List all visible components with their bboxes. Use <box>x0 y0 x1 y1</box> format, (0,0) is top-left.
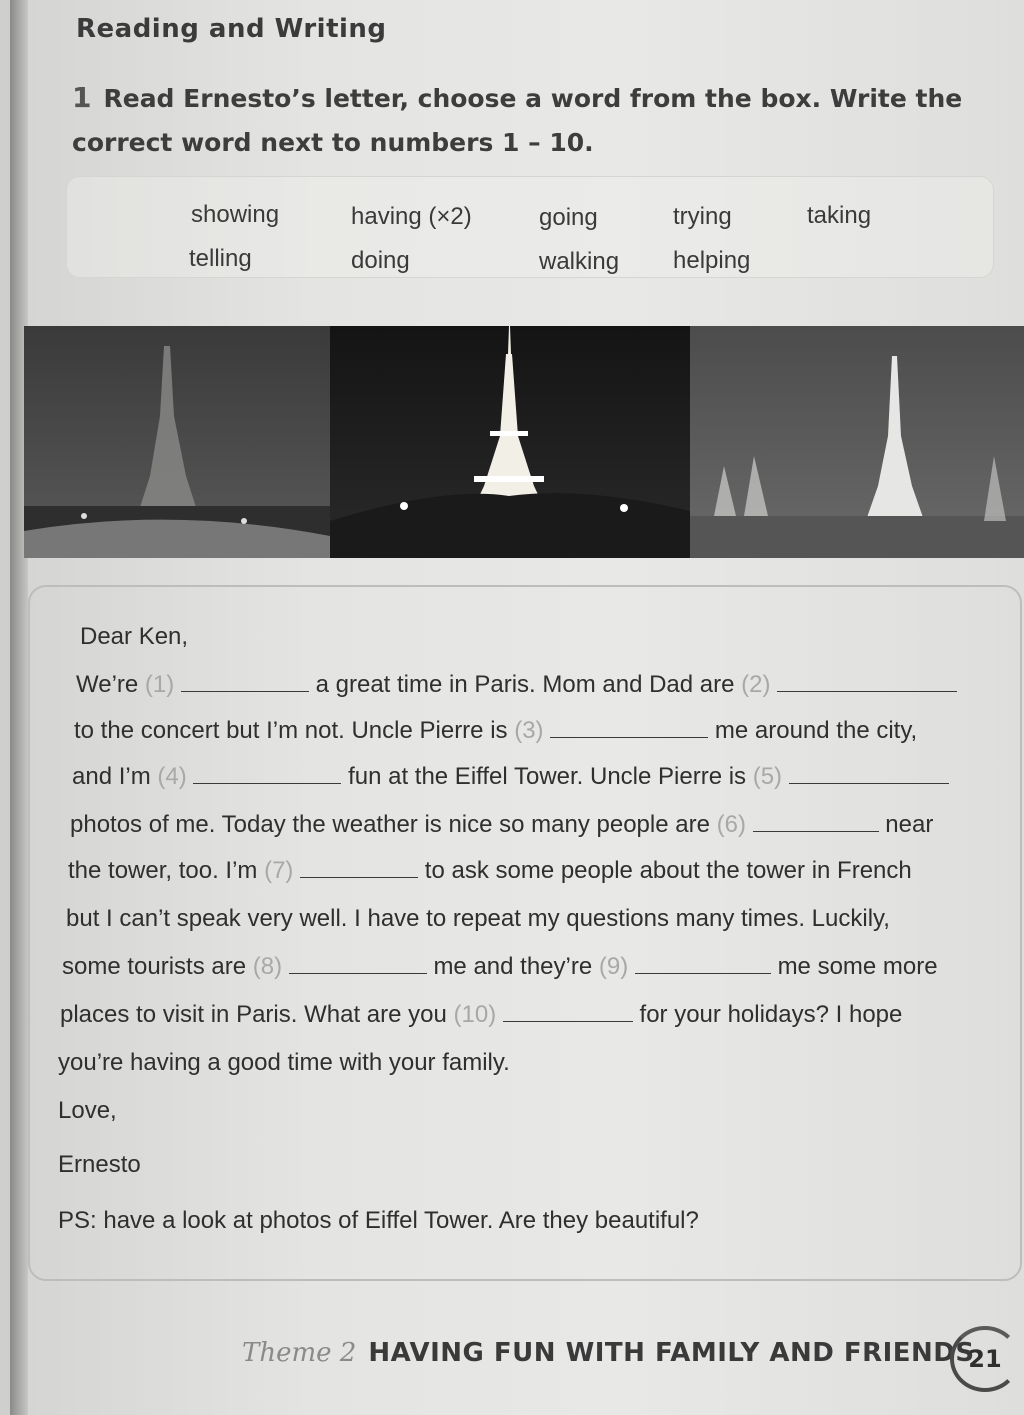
letter-line-8: places to visit in Paris. What are you (10) for your holidays? I hope <box>60 1001 903 1028</box>
letter-line-6: but I can’t speak very well. I have to repeat my questions many times. Luckily, <box>66 905 890 932</box>
answer-blank-9[interactable] <box>635 953 771 974</box>
answer-blank-5[interactable] <box>789 763 949 784</box>
letter-line-5: the tower, too. I’m (7) to ask some people about the tower in French <box>68 857 912 884</box>
answer-blank-8[interactable] <box>289 953 427 974</box>
photo-center <box>330 326 690 558</box>
workbook-page <box>10 0 1024 1415</box>
letter-closing: Love, <box>58 1097 117 1124</box>
answer-blank-7[interactable] <box>300 857 418 878</box>
word-telling: telling <box>189 245 252 272</box>
letter-ps: PS: have a look at photos of Eiffel Tower. Are they beautiful? <box>58 1207 699 1234</box>
letter-line-2: to the concert but I’m not. Uncle Pierre is (3) me around the city, <box>74 717 918 744</box>
footer-theme-banner <box>242 1338 975 1368</box>
word-showing: showing <box>191 201 280 228</box>
letter-line-3: and I’m (4) fun at the Eiffel Tower. Uncle Pierre is (5) <box>72 763 949 791</box>
footer-theme-title: HAVING FUN WITH FAMILY AND FRIENDS <box>368 1338 975 1368</box>
photo-right <box>690 326 1024 558</box>
letter-signature: Ernesto <box>58 1151 141 1178</box>
page-binding-shadow <box>10 0 28 1415</box>
page-number: 21 <box>950 1326 1020 1392</box>
answer-blank-10[interactable] <box>503 1001 633 1022</box>
letter-greeting: Dear Ken, <box>80 623 189 650</box>
word-doing: doing <box>351 247 410 274</box>
letter-line-7: some tourists are (8) me and they’re (9) me some more <box>62 953 938 980</box>
word-helping: helping <box>673 247 751 274</box>
word-box <box>66 176 994 278</box>
answer-blank-2[interactable] <box>777 671 957 692</box>
answer-blank-6[interactable] <box>753 811 879 832</box>
word-trying: trying <box>673 203 732 230</box>
letter-line-9: you’re having a good time with your family. <box>58 1049 510 1076</box>
word-taking: taking <box>807 202 872 229</box>
letter-line-1: We’re (1) a great time in Paris. Mom and Dad are (2) <box>76 671 957 699</box>
answer-blank-1[interactable] <box>181 671 309 692</box>
instruction-text: Read Ernesto’s letter, choose a word from the box. Write the correct word next to numbers 1 – 10. <box>72 84 963 157</box>
letter-line-4: photos of me. Today the weather is nice so many people are (6) near <box>70 811 934 838</box>
eiffel-tower-photo-strip <box>24 326 1024 558</box>
exercise-instruction <box>72 76 1002 165</box>
answer-blank-4[interactable] <box>193 763 341 784</box>
photo-left <box>24 326 330 558</box>
word-having: having (×2) <box>351 203 472 230</box>
section-title: Reading and Writing <box>76 14 387 44</box>
word-going: going <box>539 204 598 231</box>
footer-theme-label: Theme 2 <box>242 1338 357 1368</box>
exercise-number: 1 <box>72 81 92 114</box>
word-walking: walking <box>539 248 620 275</box>
letter-box <box>28 585 1022 1281</box>
answer-blank-3[interactable] <box>550 717 708 738</box>
